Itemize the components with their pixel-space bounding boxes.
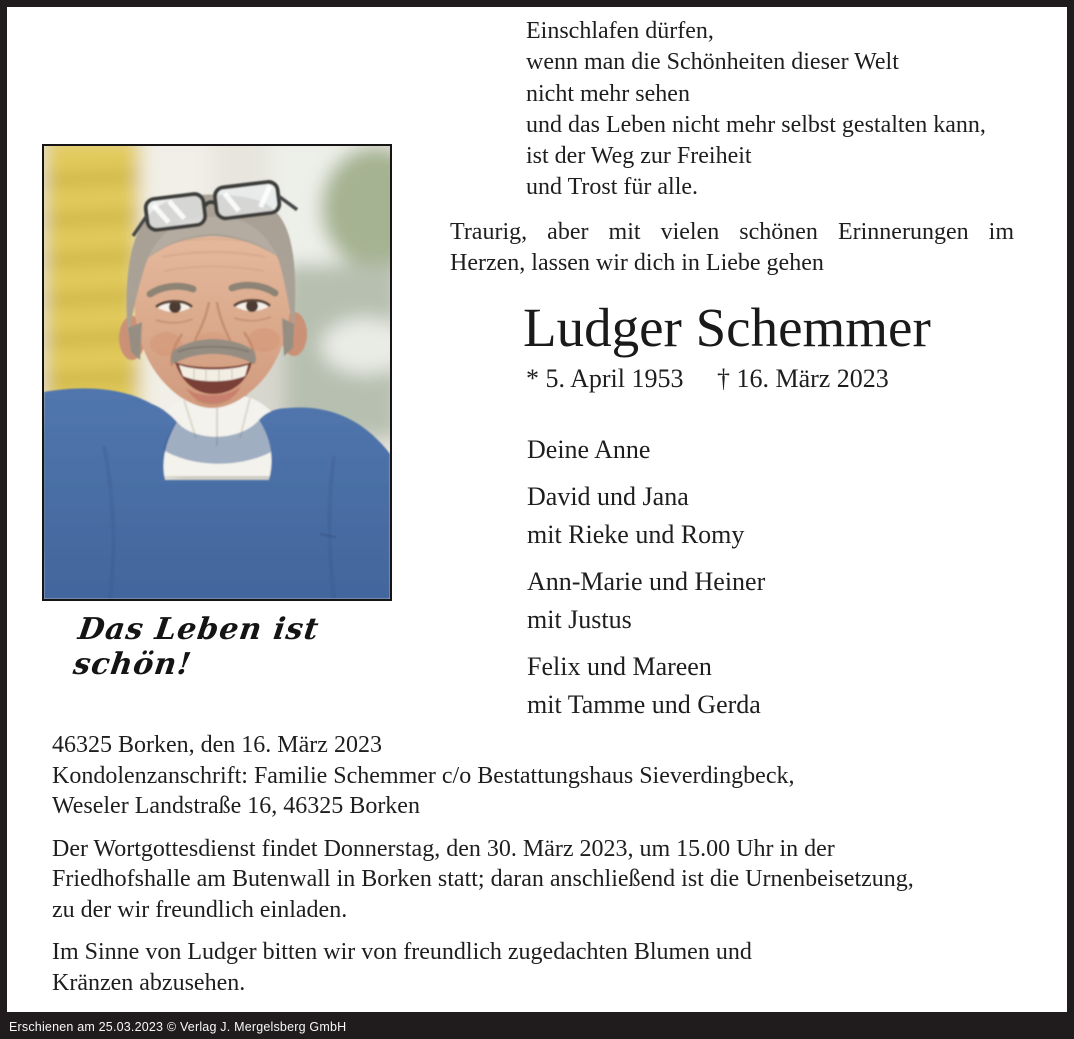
page-frame-left: [0, 0, 7, 1039]
flowers-line: Kränzen abzusehen.: [52, 969, 246, 996]
mourner-line: Deine Anne: [527, 435, 651, 464]
condolence-address: [52, 730, 1037, 822]
memorial-poem: [526, 16, 986, 204]
footer-bar: [0, 1012, 1074, 1039]
mourner-line: Felix und Mareen: [527, 652, 712, 681]
mourner-line: mit Rieke und Romy: [527, 520, 745, 549]
poem-line: wenn man die Schönheiten dieser Welt: [526, 49, 899, 76]
service-line: Der Wortgottesdienst findet Donnerstag, den 30. März 2023, um 15.00 Uhr in der: [52, 835, 835, 862]
flowers-request: [52, 937, 1037, 998]
life-dates: [526, 364, 889, 394]
mourner-line: Ann-Marie und Heiner: [527, 567, 766, 596]
mourner-group: [527, 431, 765, 469]
mourner-line: mit Tamme und Gerda: [527, 690, 761, 719]
street-address-line: Weseler Landstraße 16, 46325 Borken: [52, 793, 420, 819]
page-frame-top: [0, 0, 1074, 7]
mourner-group: [527, 648, 765, 724]
deceased-name: Ludger Schemmer: [523, 297, 931, 358]
poem-line: und das Leben nicht mehr selbst gestalten kann,: [526, 111, 986, 138]
death-date: † 16. März 2023: [716, 364, 889, 393]
publication-note: Erschienen am 25.03.2023 © Verlag J. Mergelsberg GmbH: [9, 1020, 347, 1034]
intro-line: Traurig, aber mit vielen schönen Erinnerungen im: [450, 219, 1014, 245]
mourner-group: [527, 563, 765, 639]
birth-date: * 5. April 1953: [526, 364, 684, 393]
mourners-list: [527, 431, 765, 733]
condolence-address-line: Kondolenzanschrift: Familie Schemmer c/o Bestattungshaus Sieverdingbeck,: [52, 762, 795, 789]
funeral-details: [52, 730, 1037, 1010]
service-line: zu der wir freundlich einladen.: [52, 896, 348, 923]
poem-line: ist der Weg zur Freiheit: [526, 143, 752, 170]
intro-line: Herzen, lassen wir dich in Liebe gehen: [450, 250, 824, 276]
portrait-illustration: [44, 146, 390, 599]
service-line: Friedhofshalle am Butenwall in Borken statt; daran anschließend ist die Urnenbeisetzung,: [52, 866, 914, 892]
poem-line: nicht mehr sehen: [526, 80, 690, 107]
mourner-line: mit Justus: [527, 605, 632, 634]
service-info: [52, 834, 1037, 926]
poem-line: Einschlafen dürfen,: [526, 18, 714, 44]
poem-line: und Trost für alle.: [526, 174, 699, 201]
mourner-line: David und Jana: [527, 482, 689, 511]
photo-caption: Das Leben ist schön!: [71, 612, 322, 682]
page-frame-right: [1067, 0, 1074, 1039]
mourner-group: [527, 478, 765, 554]
location-date-line: 46325 Borken, den 16. März 2023: [52, 732, 382, 758]
portrait-photo: [42, 144, 392, 601]
flowers-line: Im Sinne von Ludger bitten wir von freundlich zugedachten Blumen und: [52, 939, 752, 965]
intro-text: [450, 217, 1014, 279]
